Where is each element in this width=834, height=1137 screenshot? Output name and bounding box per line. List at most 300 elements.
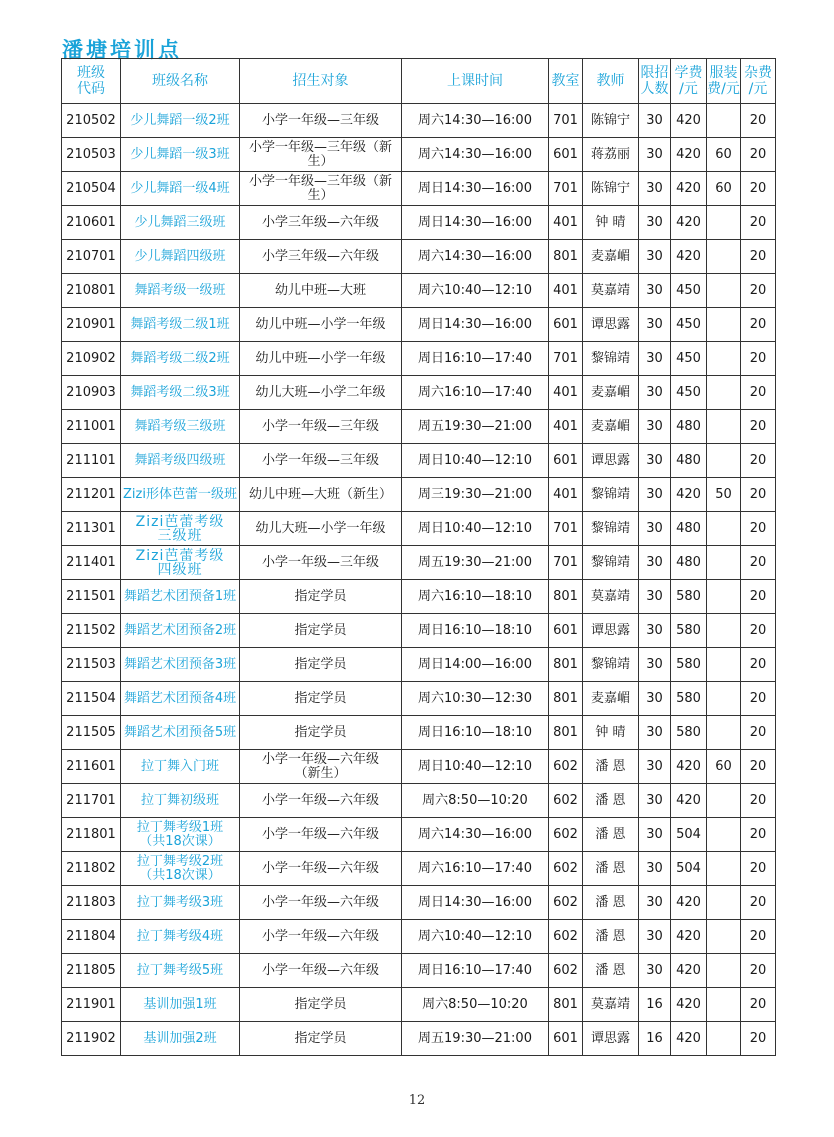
class-name-cell: Zizi形体芭蕾一级班 (121, 478, 240, 512)
room-cell: 602 (549, 784, 583, 818)
page-number: 12 (408, 1093, 426, 1108)
room-cell: 401 (549, 274, 583, 308)
time-cell: 周六16:10—17:40 (402, 852, 549, 886)
class-code-cell: 210901 (62, 308, 121, 342)
target-cell: 指定学员 (240, 1022, 402, 1056)
class-name-cell: 舞蹈考级二级3班 (121, 376, 240, 410)
time-cell: 周六14:30—16:00 (402, 818, 549, 852)
header-teacher: 教师 (583, 59, 639, 104)
tuition-cell: 504 (671, 852, 707, 886)
limit-cell: 30 (639, 342, 671, 376)
teacher-cell: 蒋荔丽 (583, 138, 639, 172)
time-cell: 周六14:30—16:00 (402, 240, 549, 274)
uniform-fee-cell: 60 (707, 750, 741, 784)
misc-fee-cell: 20 (741, 614, 776, 648)
room-cell: 801 (549, 716, 583, 750)
room-cell: 602 (549, 818, 583, 852)
table-row (62, 308, 776, 342)
class-name-cell: 少儿舞蹈一级3班 (121, 138, 240, 172)
class-code-cell: 211301 (62, 512, 121, 546)
time-cell: 周六16:10—18:10 (402, 580, 549, 614)
room-cell: 701 (549, 104, 583, 138)
misc-fee-cell: 20 (741, 274, 776, 308)
class-code-cell: 211701 (62, 784, 121, 818)
target-cell: 小学一年级—六年级 (240, 784, 402, 818)
time-cell: 周日10:40—12:10 (402, 512, 549, 546)
class-code-cell: 211201 (62, 478, 121, 512)
limit-cell: 16 (639, 988, 671, 1022)
uniform-fee-cell (707, 410, 741, 444)
limit-cell: 30 (639, 444, 671, 478)
target-cell: 幼儿中班—小学一年级 (240, 342, 402, 376)
time-cell: 周六8:50—10:20 (402, 988, 549, 1022)
class-name-cell: 少儿舞蹈三级班 (121, 206, 240, 240)
table-row (62, 614, 776, 648)
time-cell: 周日10:40—12:10 (402, 444, 549, 478)
table-row (62, 648, 776, 682)
tuition-cell: 420 (671, 104, 707, 138)
class-code-cell: 211801 (62, 818, 121, 852)
teacher-cell: 黎锦靖 (583, 512, 639, 546)
table-row (62, 240, 776, 274)
uniform-fee-cell: 60 (707, 138, 741, 172)
time-cell: 周五19:30—21:00 (402, 1022, 549, 1056)
target-cell: 小学一年级—三年级 (240, 444, 402, 478)
room-cell: 801 (549, 682, 583, 716)
time-cell: 周六16:10—17:40 (402, 376, 549, 410)
tuition-cell: 420 (671, 1022, 707, 1056)
misc-fee-cell: 20 (741, 138, 776, 172)
limit-cell: 30 (639, 648, 671, 682)
tuition-cell: 480 (671, 546, 707, 580)
teacher-cell: 谭思露 (583, 308, 639, 342)
class-code-cell: 211601 (62, 750, 121, 784)
misc-fee-cell: 20 (741, 376, 776, 410)
teacher-cell: 莫嘉靖 (583, 274, 639, 308)
target-cell: 小学一年级—六年级 (240, 886, 402, 920)
misc-fee-cell: 20 (741, 172, 776, 206)
misc-fee-cell: 20 (741, 886, 776, 920)
teacher-cell: 谭思露 (583, 614, 639, 648)
header-uniform-fee: 服装 费/元 (707, 59, 741, 104)
limit-cell: 30 (639, 172, 671, 206)
tuition-cell: 420 (671, 886, 707, 920)
misc-fee-cell: 20 (741, 1022, 776, 1056)
uniform-fee-cell (707, 784, 741, 818)
room-cell: 602 (549, 886, 583, 920)
target-cell: 指定学员 (240, 716, 402, 750)
teacher-cell: 谭思露 (583, 444, 639, 478)
table-row (62, 478, 776, 512)
room-cell: 701 (549, 342, 583, 376)
header-misc-fee: 杂费 /元 (741, 59, 776, 104)
uniform-fee-cell (707, 376, 741, 410)
class-name-cell: 舞蹈考级一级班 (121, 274, 240, 308)
tuition-cell: 420 (671, 954, 707, 988)
target-cell: 小学一年级—六年级 (240, 954, 402, 988)
misc-fee-cell: 20 (741, 410, 776, 444)
class-code-cell: 211503 (62, 648, 121, 682)
class-code-cell: 210601 (62, 206, 121, 240)
misc-fee-cell: 20 (741, 104, 776, 138)
teacher-cell: 钟 晴 (583, 206, 639, 240)
class-code-cell: 211804 (62, 920, 121, 954)
teacher-cell: 钟 晴 (583, 716, 639, 750)
tuition-cell: 420 (671, 920, 707, 954)
limit-cell: 30 (639, 546, 671, 580)
misc-fee-cell: 20 (741, 818, 776, 852)
class-code-cell: 211101 (62, 444, 121, 478)
misc-fee-cell: 20 (741, 750, 776, 784)
misc-fee-cell: 20 (741, 512, 776, 546)
tuition-cell: 450 (671, 376, 707, 410)
class-code-cell: 210902 (62, 342, 121, 376)
room-cell: 401 (549, 376, 583, 410)
limit-cell: 30 (639, 138, 671, 172)
tuition-cell: 580 (671, 682, 707, 716)
table-row (62, 512, 776, 546)
limit-cell: 30 (639, 614, 671, 648)
class-name-cell: 拉丁舞考级2班 （共18次课） (121, 852, 240, 886)
header-class-code: 班级 代码 (62, 59, 121, 104)
class-code-cell: 211901 (62, 988, 121, 1022)
time-cell: 周三19:30—21:00 (402, 478, 549, 512)
tuition-cell: 420 (671, 138, 707, 172)
class-name-cell: 少儿舞蹈一级4班 (121, 172, 240, 206)
misc-fee-cell: 20 (741, 478, 776, 512)
limit-cell: 30 (639, 206, 671, 240)
class-code-cell: 211501 (62, 580, 121, 614)
table-row (62, 104, 776, 138)
misc-fee-cell: 20 (741, 784, 776, 818)
room-cell: 401 (549, 206, 583, 240)
room-cell: 601 (549, 1022, 583, 1056)
time-cell: 周日10:40—12:10 (402, 750, 549, 784)
table-row (62, 172, 776, 206)
uniform-fee-cell (707, 580, 741, 614)
room-cell: 602 (549, 954, 583, 988)
header-limit: 限招 人数 (639, 59, 671, 104)
teacher-cell: 陈锦宁 (583, 172, 639, 206)
target-cell: 幼儿中班—大班 (240, 274, 402, 308)
uniform-fee-cell (707, 342, 741, 376)
target-cell: 幼儿中班—大班（新生） (240, 478, 402, 512)
uniform-fee-cell (707, 920, 741, 954)
uniform-fee-cell (707, 988, 741, 1022)
uniform-fee-cell (707, 886, 741, 920)
misc-fee-cell: 20 (741, 308, 776, 342)
teacher-cell: 莫嘉靖 (583, 580, 639, 614)
tuition-cell: 420 (671, 784, 707, 818)
table-row (62, 342, 776, 376)
room-cell: 701 (549, 172, 583, 206)
uniform-fee-cell (707, 444, 741, 478)
tuition-cell: 580 (671, 614, 707, 648)
table-row (62, 750, 776, 784)
time-cell: 周日16:10—17:40 (402, 954, 549, 988)
uniform-fee-cell (707, 716, 741, 750)
uniform-fee-cell (707, 818, 741, 852)
time-cell: 周五19:30—21:00 (402, 546, 549, 580)
teacher-cell: 潘 恩 (583, 852, 639, 886)
header-target: 招生对象 (240, 59, 402, 104)
uniform-fee-cell (707, 648, 741, 682)
room-cell: 602 (549, 750, 583, 784)
class-name-cell: 舞蹈考级三级班 (121, 410, 240, 444)
table-row (62, 376, 776, 410)
tuition-cell: 480 (671, 444, 707, 478)
time-cell: 周六10:40—12:10 (402, 920, 549, 954)
header-tuition: 学费 /元 (671, 59, 707, 104)
table-row (62, 716, 776, 750)
table-row (62, 444, 776, 478)
uniform-fee-cell (707, 546, 741, 580)
teacher-cell: 潘 恩 (583, 818, 639, 852)
room-cell: 601 (549, 138, 583, 172)
uniform-fee-cell (707, 274, 741, 308)
uniform-fee-cell (707, 852, 741, 886)
class-code-cell: 211504 (62, 682, 121, 716)
misc-fee-cell: 20 (741, 240, 776, 274)
limit-cell: 30 (639, 682, 671, 716)
tuition-cell: 420 (671, 478, 707, 512)
target-cell: 指定学员 (240, 682, 402, 716)
misc-fee-cell: 20 (741, 954, 776, 988)
limit-cell: 30 (639, 784, 671, 818)
misc-fee-cell: 20 (741, 546, 776, 580)
uniform-fee-cell (707, 308, 741, 342)
time-cell: 周六8:50—10:20 (402, 784, 549, 818)
tuition-cell: 420 (671, 206, 707, 240)
limit-cell: 30 (639, 852, 671, 886)
limit-cell: 30 (639, 410, 671, 444)
room-cell: 601 (549, 444, 583, 478)
tuition-cell: 580 (671, 716, 707, 750)
teacher-cell: 潘 恩 (583, 784, 639, 818)
table-row (62, 410, 776, 444)
limit-cell: 30 (639, 750, 671, 784)
class-name-cell: 拉丁舞考级5班 (121, 954, 240, 988)
limit-cell: 30 (639, 886, 671, 920)
misc-fee-cell: 20 (741, 682, 776, 716)
class-code-cell: 210701 (62, 240, 121, 274)
tuition-cell: 580 (671, 580, 707, 614)
time-cell: 周日16:10—18:10 (402, 614, 549, 648)
table-row (62, 954, 776, 988)
class-code-cell: 210801 (62, 274, 121, 308)
target-cell: 指定学员 (240, 988, 402, 1022)
time-cell: 周日14:30—16:00 (402, 206, 549, 240)
table-row (62, 886, 776, 920)
table-row (62, 274, 776, 308)
tuition-cell: 580 (671, 648, 707, 682)
table-header-row (62, 59, 776, 104)
teacher-cell: 黎锦靖 (583, 478, 639, 512)
class-name-cell: 舞蹈考级四级班 (121, 444, 240, 478)
time-cell: 周日14:30—16:00 (402, 172, 549, 206)
limit-cell: 30 (639, 818, 671, 852)
misc-fee-cell: 20 (741, 444, 776, 478)
room-cell: 401 (549, 410, 583, 444)
class-name-cell: 少儿舞蹈一级2班 (121, 104, 240, 138)
class-code-cell: 210903 (62, 376, 121, 410)
target-cell: 幼儿大班—小学一年级 (240, 512, 402, 546)
tuition-cell: 450 (671, 308, 707, 342)
teacher-cell: 潘 恩 (583, 750, 639, 784)
uniform-fee-cell (707, 206, 741, 240)
target-cell: 小学一年级—六年级 (240, 852, 402, 886)
class-code-cell: 211902 (62, 1022, 121, 1056)
room-cell: 801 (549, 580, 583, 614)
class-code-cell: 211502 (62, 614, 121, 648)
uniform-fee-cell (707, 682, 741, 716)
target-cell: 小学一年级—六年级 （新生） (240, 750, 402, 784)
teacher-cell: 麦嘉嵋 (583, 240, 639, 274)
uniform-fee-cell (707, 240, 741, 274)
limit-cell: 30 (639, 104, 671, 138)
limit-cell: 30 (639, 716, 671, 750)
class-name-cell: 舞蹈艺术团预备5班 (121, 716, 240, 750)
target-cell: 小学一年级—三年级（新生） (240, 172, 402, 206)
target-cell: 小学一年级—三年级 (240, 410, 402, 444)
target-cell: 小学三年级—六年级 (240, 240, 402, 274)
misc-fee-cell: 20 (741, 580, 776, 614)
uniform-fee-cell (707, 512, 741, 546)
teacher-cell: 陈锦宁 (583, 104, 639, 138)
tuition-cell: 450 (671, 342, 707, 376)
page-title: 潘塘培训点 (62, 38, 182, 62)
header-room: 教室 (549, 59, 583, 104)
teacher-cell: 麦嘉嵋 (583, 682, 639, 716)
uniform-fee-cell: 50 (707, 478, 741, 512)
time-cell: 周日14:30—16:00 (402, 308, 549, 342)
room-cell: 801 (549, 988, 583, 1022)
limit-cell: 30 (639, 920, 671, 954)
table-row (62, 920, 776, 954)
class-code-cell: 211805 (62, 954, 121, 988)
table-row (62, 784, 776, 818)
tuition-cell: 480 (671, 512, 707, 546)
room-cell: 801 (549, 648, 583, 682)
uniform-fee-cell (707, 954, 741, 988)
limit-cell: 30 (639, 376, 671, 410)
room-cell: 801 (549, 240, 583, 274)
time-cell: 周六10:30—12:30 (402, 682, 549, 716)
misc-fee-cell: 20 (741, 342, 776, 376)
class-name-cell: Zizi芭蕾考级 四级班 (121, 546, 240, 580)
room-cell: 401 (549, 478, 583, 512)
misc-fee-cell: 20 (741, 920, 776, 954)
room-cell: 701 (549, 546, 583, 580)
room-cell: 602 (549, 920, 583, 954)
time-cell: 周六14:30—16:00 (402, 138, 549, 172)
table-row (62, 988, 776, 1022)
misc-fee-cell: 20 (741, 716, 776, 750)
table-row (62, 818, 776, 852)
uniform-fee-cell (707, 104, 741, 138)
limit-cell: 30 (639, 580, 671, 614)
teacher-cell: 潘 恩 (583, 920, 639, 954)
target-cell: 小学一年级—三年级 (240, 546, 402, 580)
class-code-cell: 211802 (62, 852, 121, 886)
limit-cell: 16 (639, 1022, 671, 1056)
class-code-cell: 211401 (62, 546, 121, 580)
class-code-cell: 210504 (62, 172, 121, 206)
class-name-cell: 基训加强2班 (121, 1022, 240, 1056)
target-cell: 小学一年级—三年级 (240, 104, 402, 138)
table-row (62, 546, 776, 580)
header-class-name: 班级名称 (121, 59, 240, 104)
limit-cell: 30 (639, 308, 671, 342)
class-name-cell: 舞蹈艺术团预备3班 (121, 648, 240, 682)
table-row (62, 580, 776, 614)
target-cell: 小学一年级—三年级（新生） (240, 138, 402, 172)
limit-cell: 30 (639, 478, 671, 512)
class-code-cell: 210503 (62, 138, 121, 172)
tuition-cell: 420 (671, 988, 707, 1022)
table-row (62, 1022, 776, 1056)
misc-fee-cell: 20 (741, 852, 776, 886)
teacher-cell: 谭思露 (583, 1022, 639, 1056)
room-cell: 601 (549, 614, 583, 648)
limit-cell: 30 (639, 512, 671, 546)
tuition-cell: 480 (671, 410, 707, 444)
class-name-cell: 少儿舞蹈四级班 (121, 240, 240, 274)
target-cell: 小学三年级—六年级 (240, 206, 402, 240)
class-code-cell: 210502 (62, 104, 121, 138)
class-name-cell: 舞蹈艺术团预备4班 (121, 682, 240, 716)
class-name-cell: 拉丁舞考级1班 （共18次课） (121, 818, 240, 852)
tuition-cell: 420 (671, 750, 707, 784)
teacher-cell: 潘 恩 (583, 954, 639, 988)
time-cell: 周五19:30—21:00 (402, 410, 549, 444)
class-name-cell: 拉丁舞初级班 (121, 784, 240, 818)
class-name-cell: 拉丁舞入门班 (121, 750, 240, 784)
class-name-cell: 舞蹈艺术团预备1班 (121, 580, 240, 614)
teacher-cell: 黎锦靖 (583, 546, 639, 580)
target-cell: 指定学员 (240, 580, 402, 614)
time-cell: 周日16:10—18:10 (402, 716, 549, 750)
room-cell: 701 (549, 512, 583, 546)
limit-cell: 30 (639, 954, 671, 988)
class-name-cell: 舞蹈艺术团预备2班 (121, 614, 240, 648)
tuition-cell: 420 (671, 172, 707, 206)
class-name-cell: 拉丁舞考级3班 (121, 886, 240, 920)
table-row (62, 138, 776, 172)
uniform-fee-cell (707, 1022, 741, 1056)
teacher-cell: 麦嘉嵋 (583, 376, 639, 410)
header-time: 上课时间 (402, 59, 549, 104)
teacher-cell: 麦嘉嵋 (583, 410, 639, 444)
class-name-cell: 基训加强1班 (121, 988, 240, 1022)
target-cell: 幼儿大班—小学二年级 (240, 376, 402, 410)
time-cell: 周六10:40—12:10 (402, 274, 549, 308)
target-cell: 指定学员 (240, 648, 402, 682)
teacher-cell: 黎锦靖 (583, 648, 639, 682)
teacher-cell: 黎锦靖 (583, 342, 639, 376)
tuition-cell: 504 (671, 818, 707, 852)
table-row (62, 206, 776, 240)
time-cell: 周日16:10—17:40 (402, 342, 549, 376)
time-cell: 周日14:30—16:00 (402, 886, 549, 920)
class-name-cell: 舞蹈考级二级2班 (121, 342, 240, 376)
target-cell: 幼儿中班—小学一年级 (240, 308, 402, 342)
target-cell: 小学一年级—六年级 (240, 818, 402, 852)
class-name-cell: Zizi芭蕾考级 三级班 (121, 512, 240, 546)
teacher-cell: 莫嘉靖 (583, 988, 639, 1022)
class-name-cell: 拉丁舞考级4班 (121, 920, 240, 954)
misc-fee-cell: 20 (741, 206, 776, 240)
